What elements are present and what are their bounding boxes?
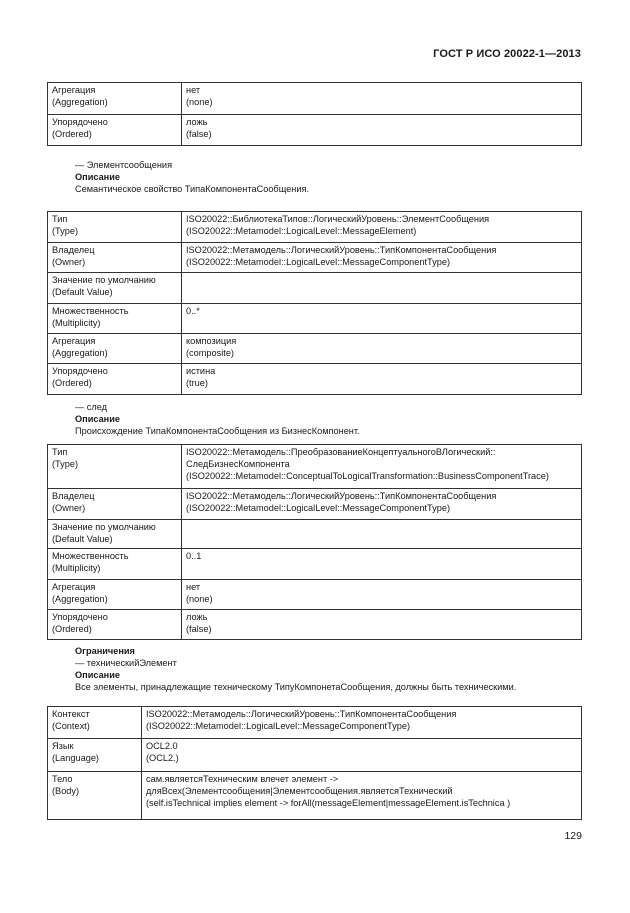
property-label: Упорядочено (Ordered): [48, 364, 182, 395]
section-text: Семантическое свойство ТипаКомпонентаСообщения.: [75, 184, 309, 194]
property-label: Агрегация (Aggregation): [48, 580, 182, 610]
page-number: 129: [564, 830, 582, 842]
property-label: Язык (Language): [48, 739, 142, 772]
property-label: Тип (Type): [48, 212, 182, 243]
property-label: Значение по умолчанию (Default Value): [48, 520, 182, 549]
property-label: Владелец (Owner): [48, 243, 182, 273]
table-row: [48, 304, 582, 334]
property-value: истина (true): [182, 364, 582, 395]
property-value: [182, 273, 582, 304]
property-label: Агрегация (Aggregation): [48, 83, 182, 115]
table-row: [48, 489, 582, 520]
section-name: — техническийЭлемент: [75, 658, 177, 668]
table-row: [48, 243, 582, 273]
table-row: [48, 273, 582, 304]
table-row: [48, 115, 582, 146]
section-technical-element: [75, 645, 516, 693]
property-label: Владелец (Owner): [48, 489, 182, 520]
section-trace: [75, 401, 360, 437]
property-label: Агрегация (Aggregation): [48, 334, 182, 364]
table-row: [48, 83, 582, 115]
property-value: ISO20022::Метамодель::ЛогическийУровень::ТипКомпонентаСообщения (ISO20022::Metamodel::LogicalLevel::MessageComponentType): [182, 243, 582, 273]
section-heading: Описание: [75, 414, 120, 424]
property-value: [182, 520, 582, 549]
constraint-table: [47, 706, 582, 820]
property-label: Множественность (Multiplicity): [48, 304, 182, 334]
table-row: [48, 520, 582, 549]
properties-table-2: [47, 211, 582, 395]
table-row: [48, 445, 582, 489]
property-label: Упорядочено (Ordered): [48, 610, 182, 640]
section-heading-constraints: Ограничения: [75, 646, 135, 656]
property-value: нет (none): [182, 83, 582, 115]
table-row: [48, 364, 582, 395]
table-row: [48, 212, 582, 243]
property-value: 0..*: [182, 304, 582, 334]
property-value: ложь (false): [182, 115, 582, 146]
table-row: [48, 707, 582, 739]
property-label: Упорядочено (Ordered): [48, 115, 182, 146]
property-value: OCL2.0 (OCL2.): [142, 739, 582, 772]
table-row: [48, 580, 582, 610]
document-header: ГОСТ Р ИСО 20022-1—2013: [433, 48, 581, 60]
table-row: [48, 739, 582, 772]
section-name: — след: [75, 402, 107, 412]
property-value: ISO20022::Метамодель::ПреобразованиеКонцептуальногоВЛогический:: СледБизнесКомпонента (ISO20022::Metamodel::ConceptualToLogicalTransformation::BusinessComponentTrace): [182, 445, 582, 489]
property-value: ISO20022::Метамодель::ЛогическийУровень::ТипКомпонентаСообщения (ISO20022::Metamodel::LogicalLevel::MessageComponentType): [142, 707, 582, 739]
table-row: [48, 549, 582, 580]
table-row: [48, 334, 582, 364]
property-value: ISO20022::Метамодель::ЛогическийУровень::ТипКомпонентаСообщения (ISO20022::Metamodel::LogicalLevel::MessageComponentType): [182, 489, 582, 520]
property-value: 0..1: [182, 549, 582, 580]
table-row: [48, 772, 582, 820]
property-value: ISO20022::БиблиотекаТипов::ЛогическийУровень::ЭлементСообщения (ISO20022::Metamodel::LogicalLevel::MessageElement): [182, 212, 582, 243]
property-value: нет (none): [182, 580, 582, 610]
properties-table-1: [47, 82, 582, 146]
section-name: — Элементсообщения: [75, 160, 173, 170]
property-label: Тип (Type): [48, 445, 182, 489]
section-text: Все элементы, принадлежащие техническому ТипуКомпонетаСообщения, должны быть техническими.: [75, 682, 517, 692]
property-label: Множественность (Multiplicity): [48, 549, 182, 580]
property-value: сам.являетсяТехническим влечет элемент -> дляВсех(Элементсообщения|Элементсообщения.являетсяТехнический (self.isTechnical implies element -> forAll(messageElement|messageElement.isTechnica ): [142, 772, 582, 820]
property-label: Значение по умолчанию (Default Value): [48, 273, 182, 304]
property-value: ложь (false): [182, 610, 582, 640]
property-value: композиция (composite): [182, 334, 582, 364]
table-row: [48, 610, 582, 640]
section-heading: Описание: [75, 172, 120, 182]
property-label: Контекст (Context): [48, 707, 142, 739]
section-messageelement: [75, 159, 309, 195]
section-text: Происхождение ТипаКомпонентаСообщения из БизнесКомпонент.: [75, 426, 360, 436]
properties-table-3: [47, 444, 582, 640]
section-heading: Описание: [75, 670, 120, 680]
property-label: Тело (Body): [48, 772, 142, 820]
